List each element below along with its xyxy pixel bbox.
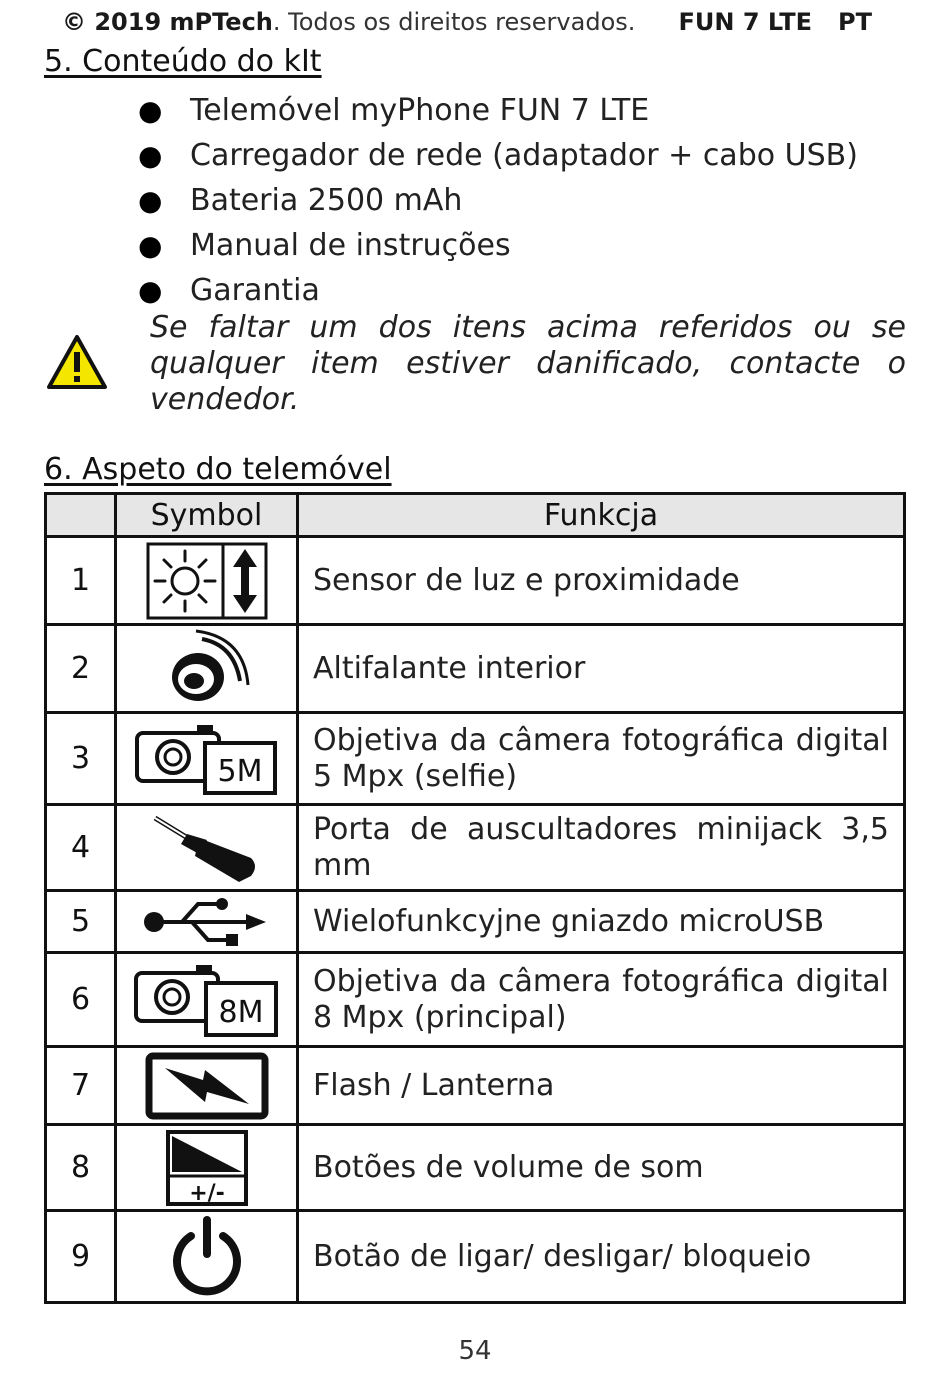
flash-icon — [116, 1047, 298, 1125]
row-number: 3 — [46, 713, 116, 805]
table-row — [46, 953, 905, 1047]
function-description: Objetiva da câmera fotográfica digital 8 Mpx (principal) — [298, 953, 905, 1047]
list-item: ● Manual de instruções — [190, 223, 858, 268]
list-item: ● Telemóvel myPhone FUN 7 LTE — [190, 88, 858, 133]
volume-label: +/- — [188, 1180, 225, 1206]
page-number: 54 — [458, 1336, 492, 1366]
function-description: Porta de auscultadores minijack 3,5 mm — [298, 805, 905, 891]
camera-8m-icon — [116, 953, 298, 1047]
table-row — [46, 625, 905, 713]
table-row — [46, 1125, 905, 1211]
bullet-icon: ● — [138, 139, 163, 172]
list-item: ● Garantia — [190, 268, 858, 313]
camera-label: 8M — [218, 994, 263, 1030]
page-header — [62, 8, 890, 38]
phone-features-table — [44, 492, 906, 1304]
power-icon — [116, 1211, 298, 1303]
table-row — [46, 805, 905, 891]
function-description: Sensor de luz e proximidade — [298, 537, 905, 625]
row-number: 9 — [46, 1211, 116, 1303]
bullet-icon: ● — [138, 184, 163, 217]
table-row — [46, 713, 905, 805]
speaker-icon — [116, 625, 298, 713]
copyright-text: © 2019 mPTech. Todos os direitos reservados. — [62, 8, 636, 36]
model-name: FUN 7 LTE — [678, 8, 812, 36]
warning-triangle-icon — [46, 334, 108, 390]
row-number: 4 — [46, 805, 116, 891]
usb-icon — [116, 891, 298, 953]
function-description: Botão de ligar/ desligar/ bloqueio — [298, 1211, 905, 1303]
column-header-symbol: Symbol — [116, 494, 298, 537]
row-number: 8 — [46, 1125, 116, 1211]
list-item: ● Bateria 2500 mAh — [190, 178, 858, 223]
function-description: Objetiva da câmera fotográfica digital 5 Mpx (selfie) — [298, 713, 905, 805]
table-row — [46, 537, 905, 625]
section-5-title: 5. Conteúdo do kIt — [44, 44, 322, 79]
table-header-row — [46, 494, 905, 537]
function-description: Flash / Lanterna — [298, 1047, 905, 1125]
table-row — [46, 1211, 905, 1303]
camera-5m-icon — [116, 713, 298, 805]
header-empty-cell — [46, 494, 116, 537]
camera-label: 5M — [217, 753, 262, 789]
table-row — [46, 891, 905, 953]
table-row — [46, 1047, 905, 1125]
language-code: PT — [838, 8, 872, 36]
light-proximity-sensor-icon — [116, 537, 298, 625]
row-number: 2 — [46, 625, 116, 713]
function-description: Altifalante interior — [298, 625, 905, 713]
row-number: 6 — [46, 953, 116, 1047]
warning-text: Se faltar um dos itens acima referidos ou se qualquer item estiver danificado, contacte o vendedor. — [150, 310, 906, 417]
row-number: 1 — [46, 537, 116, 625]
row-number: 7 — [46, 1047, 116, 1125]
bullet-icon: ● — [138, 94, 163, 127]
function-description: Botões de volume de som — [298, 1125, 905, 1211]
row-number: 5 — [46, 891, 116, 953]
list-item: ● Carregador de rede (adaptador + cabo USB) — [190, 133, 858, 178]
section-6-title: 6. Aspeto do telemóvel — [44, 452, 392, 487]
function-description: Wielofunkcyjne gniazdo microUSB — [298, 891, 905, 953]
bullet-icon: ● — [138, 274, 163, 307]
column-header-function: Funkcja — [298, 494, 905, 537]
volume-icon — [116, 1125, 298, 1211]
bullet-icon: ● — [138, 229, 163, 262]
kit-contents-list — [138, 88, 858, 313]
minijack-icon — [116, 805, 298, 891]
